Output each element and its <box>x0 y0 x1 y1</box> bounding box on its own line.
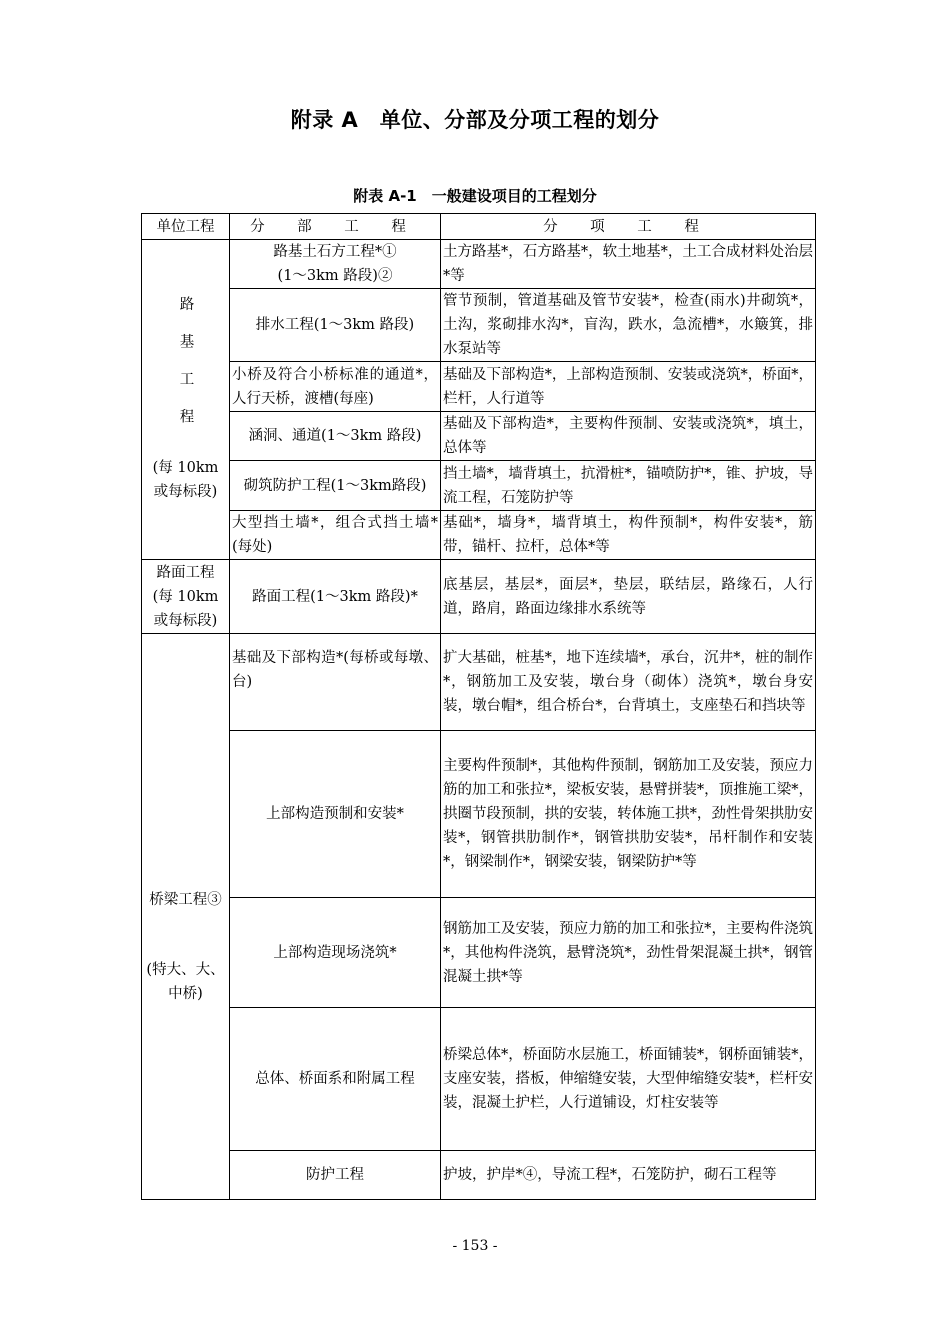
items-cell: 挡土墙*，墙背填土，抗滑桩*，锚喷防护*，锥、护坡，导流工程，石笼防护等 <box>441 461 816 511</box>
engineering-division-table <box>141 213 816 1200</box>
division-cell: 涵洞、通道(1～3km 路段) <box>230 412 441 461</box>
items-cell: 管节预制，管道基础及管节安装*，检查(雨水)井砌筑*，土沟，浆砌排水沟*，盲沟，跌水，急流槽*，水簸箕，排水泵站等 <box>441 289 816 362</box>
header-items: 分 项 工 程 <box>441 214 816 240</box>
division-cell: 总体、桥面系和附属工程 <box>230 1008 441 1151</box>
unit-roadbed <box>142 240 230 560</box>
appendix-title: 附录 A 单位、分部及分项工程的划分 <box>290 108 660 132</box>
items-cell: 护坡，护岸*④，导流工程*，石笼防护，砌石工程等 <box>441 1151 816 1200</box>
items-cell: 基础及下部构造*，上部构造预制、安装或浇筑*，桥面*，栏杆，人行道等 <box>441 362 816 412</box>
division-cell: 基础及下部构造*(每桥或每墩、台) <box>230 634 441 731</box>
table-row <box>142 1151 816 1200</box>
header-division: 分 部 工 程 <box>230 214 441 240</box>
division-cell: 防护工程 <box>230 1151 441 1200</box>
table-row <box>142 412 816 461</box>
table-header-row <box>142 214 816 240</box>
division-cell: 小桥及符合小桥标准的通道*，人行天桥，渡槽(每座) <box>230 362 441 412</box>
table-row <box>142 240 816 289</box>
items-cell: 钢筋加工及安装，预应力筋的加工和张拉*，主要构件浇筑*，其他构件浇筑，悬臂浇筑*，劲性骨架混凝土拱*，钢管混凝土拱*等 <box>441 898 816 1008</box>
division-cell: 上部构造预制和安装* <box>230 731 441 898</box>
table-row <box>142 898 816 1008</box>
table-row <box>142 461 816 511</box>
items-cell: 桥梁总体*，桥面防水层施工，桥面铺装*，钢桥面铺装*，支座安装，搭板，伸缩缝安装，大型伸缩缝安装*，栏杆安装，混凝土护栏，人行道铺设，灯柱安装等 <box>441 1008 816 1151</box>
header-unit: 单位工程 <box>142 214 230 240</box>
unit-bridge <box>142 634 230 1200</box>
unit-pavement: 路面工程 (每 10km 或每标段) <box>142 560 230 634</box>
division-cell: 路基土石方工程*① (1～3km 路段)② <box>230 240 441 289</box>
unit-bridge-name: 桥梁工程③ <box>149 891 222 908</box>
table-row <box>142 289 816 362</box>
table-caption: 附表 A-1 一般建设项目的工程划分 <box>353 187 597 205</box>
items-cell: 底基层，基层*，面层*，垫层，联结层，路缘石，人行道，路肩，路面边缘排水系统等 <box>441 560 816 634</box>
items-cell: 主要构件预制*，其他构件预制，钢筋加工及安装，预应力筋的加工和张拉*，梁板安装，悬臂拼装*，顶推施工梁*，拱圈节段预制，拱的安装，转体施工拱*，劲性骨架拱肋安装*，钢管拱肋制作*，钢管拱肋安装*，吊杆制作和安装*，钢梁制作*，钢梁安装，钢梁防护*等 <box>441 731 816 898</box>
items-cell: 扩大基础，桩基*，地下连续墙*，承台，沉井*，桩的制作*，钢筋加工及安装，墩台身（砌体）浇筑*，墩台身安装，墩台帽*，组合桥台*，台背填土，支座垫石和挡块等 <box>441 634 816 731</box>
page-number: - 153 - <box>452 1238 498 1254</box>
table-row <box>142 511 816 560</box>
division-cell: 路面工程(1～3km 路段)* <box>230 560 441 634</box>
unit-roadbed-name: 路基工程 <box>177 295 194 446</box>
items-cell: 基础及下部构造*，主要构件预制、安装或浇筑*，填土，总体等 <box>441 412 816 461</box>
items-cell: 土方路基*，石方路基*，软土地基*，土工合成材料处治层*等 <box>441 240 816 289</box>
division-cell: 上部构造现场浇筑* <box>230 898 441 1008</box>
division-cell: 砌筑防护工程(1～3km路段) <box>230 461 441 511</box>
table-row <box>142 1008 816 1151</box>
division-cell: 大型挡土墙*，组合式挡土墙*(每处) <box>230 511 441 560</box>
unit-bridge-note: (特大、大、 中桥) <box>146 961 225 1002</box>
table-row <box>142 560 816 634</box>
division-cell: 排水工程(1～3km 路段) <box>230 289 441 362</box>
table-row <box>142 731 816 898</box>
table-row <box>142 362 816 412</box>
unit-roadbed-note: (每 10km 或每标段) <box>152 459 219 500</box>
items-cell: 基础*，墙身*，墙背填土，构件预制*，构件安装*，筋带，锚杆、拉杆，总体*等 <box>441 511 816 560</box>
table-row <box>142 634 816 731</box>
